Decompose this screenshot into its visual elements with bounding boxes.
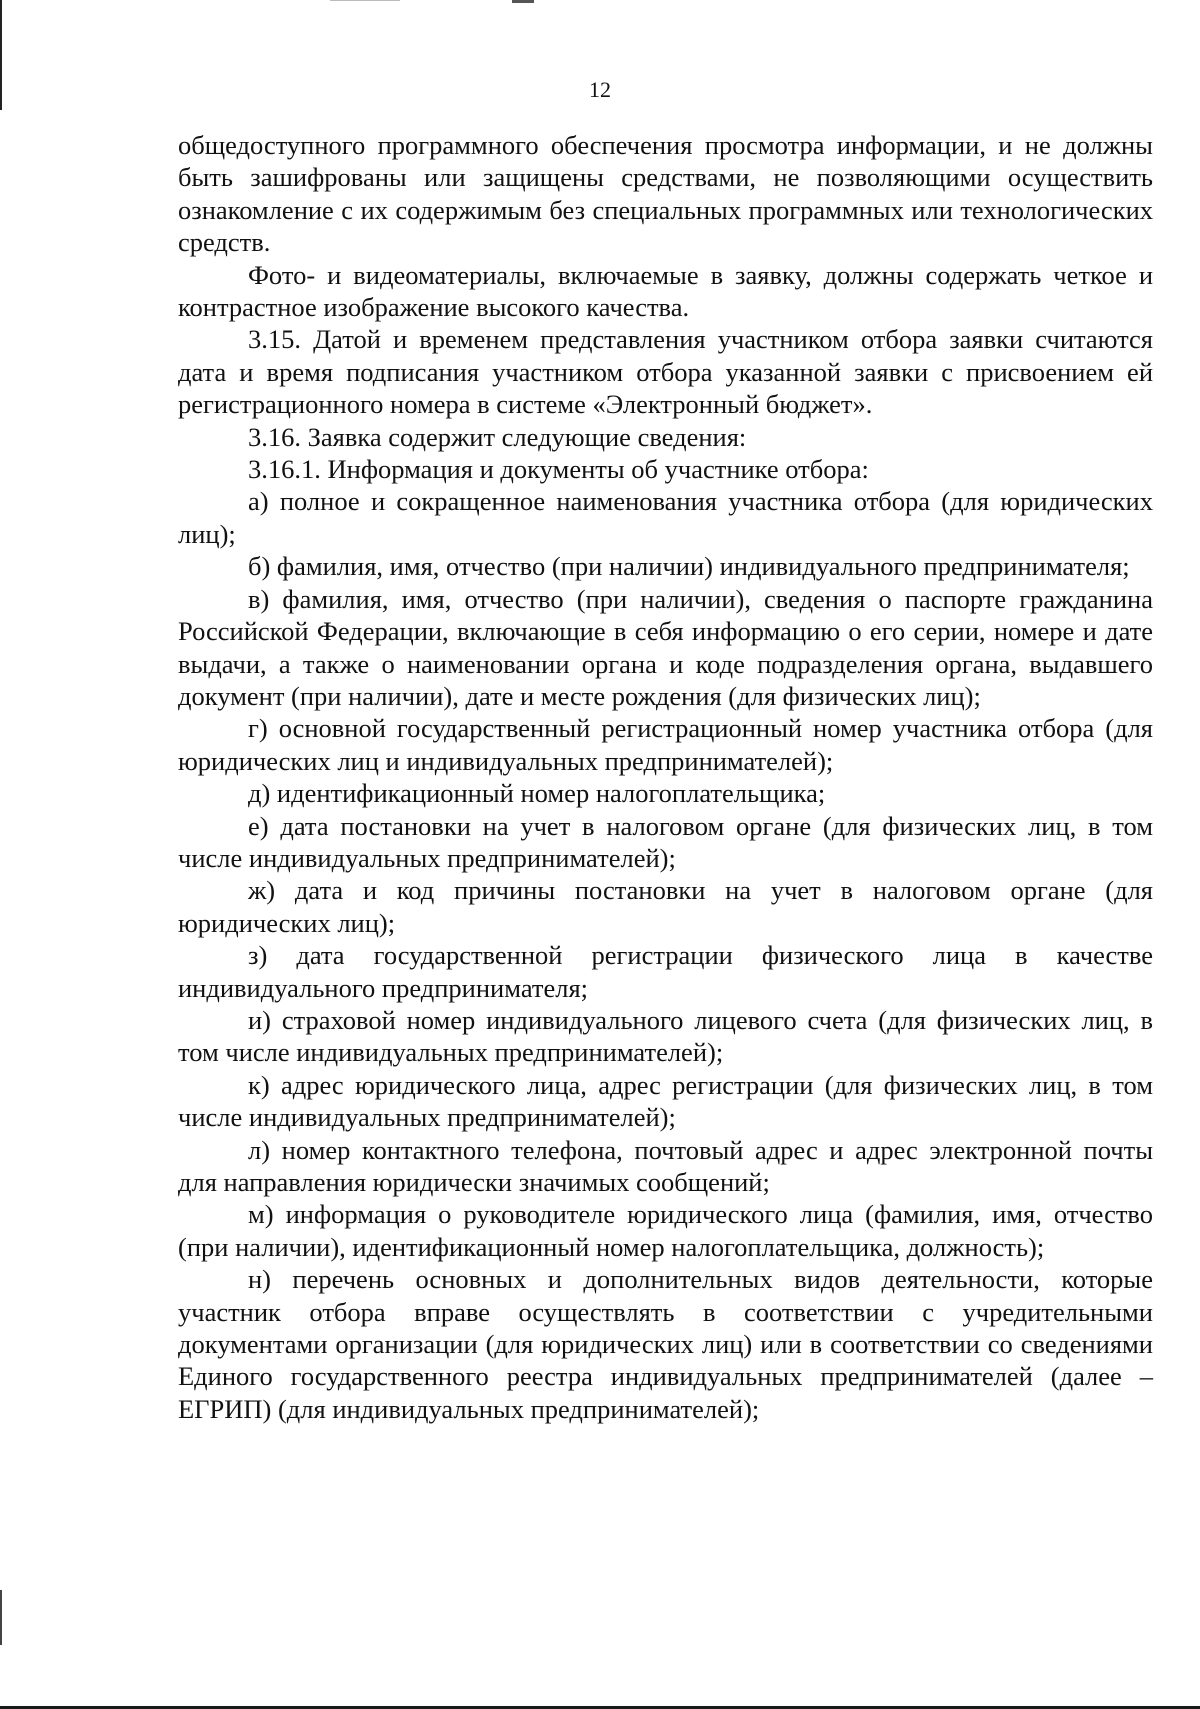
list-item-m: м) информация о руководителе юридического лица (фамилия, имя, отчество (при наличии), идентификационный номер налогоплательщика, должность); (178, 1199, 1153, 1262)
list-item-z: з) дата государственной регистрации физического лица в качестве индивидуального предпринимателя; (178, 940, 1153, 1003)
list-item-b: б) фамилия, имя, отчество (при наличии) индивидуального предпринимателя; (248, 551, 1130, 582)
list-item-e: е) дата постановки на учет в налоговом органе (для физических лиц, в том числе индивидуальных предпринимателей); (178, 810, 1153, 873)
document-body (178, 129, 1153, 1425)
scan-artifact-left-mark (0, 1590, 2, 1645)
paragraph-photo-video: Фото- и видеоматериалы, включаемые в заявку, должны содержать четкое и контрастное изображение высокого качества. (178, 259, 1153, 323)
paragraph-3-15: 3.15. Датой и временем представления участником отбора заявки считаются дата и время подписания участником отбора указанной заявки с присвоением ей регистрационного номера в системе «Электронный бюджет». (178, 324, 1153, 420)
list-item-d: д) идентификационный номер налогоплательщика; (248, 778, 826, 809)
scan-artifact-top-mark (512, 0, 534, 3)
paragraph-3-16-1: 3.16.1. Информация и документы об участнике отбора: (248, 454, 869, 485)
list-item-l: л) номер контактного телефона, почтовый адрес и адрес электронной почты для направления юридически значимых сообщений; (178, 1134, 1153, 1197)
list-item-v: в) фамилия, имя, отчество (при наличии), сведения о паспорте гражданина Российской Федерации, включающие в себя информацию о его серии, номере и дате выдачи, а также о наименовании органа и коде подразделения органа, выдавшего документ (при наличии), дате и месте рождения (для физических лиц); (178, 583, 1153, 711)
list-item-zh: ж) дата и код причины постановки на учет в налоговом органе (для юридических лиц); (178, 875, 1153, 938)
list-item-a: а) полное и сокращенное наименования участника отбора (для юридических лиц); (178, 486, 1153, 549)
list-item-n: н) перечень основных и дополнительных видов деятельности, которые участник отбора вправе осуществлять в соответствии с учредительными документами организации (для юридических лиц) или в соответствии со сведениями Единого государственного реестра индивидуальных предпринимателей (далее – ЕГРИП) (для индивидуальных предпринимателей); (178, 1264, 1153, 1424)
paragraph-continuation: общедоступного программного обеспечения просмотра информации, и не должны быть зашифрованы или защищены средствами, не позволяющими осуществить ознакомление с их содержимым без специальных программных или технологических средств. (178, 130, 1153, 258)
page-number: 12 (589, 77, 611, 102)
list-item-i: и) страховой номер индивидуального лицевого счета (для физических лиц, в том числе индивидуальных предпринимателей); (178, 1004, 1153, 1068)
scan-artifact-top-faint (330, 0, 400, 1)
paragraph-3-16: 3.16. Заявка содержит следующие сведения: (248, 421, 747, 452)
list-item-g: г) основной государственный регистрационный номер участника отбора (для юридических лиц и индивидуальных предпринимателей); (178, 713, 1153, 776)
list-item-k: к) адрес юридического лица, адрес регистрации (для физических лиц, в том числе индивидуальных предпринимателей); (178, 1069, 1153, 1133)
